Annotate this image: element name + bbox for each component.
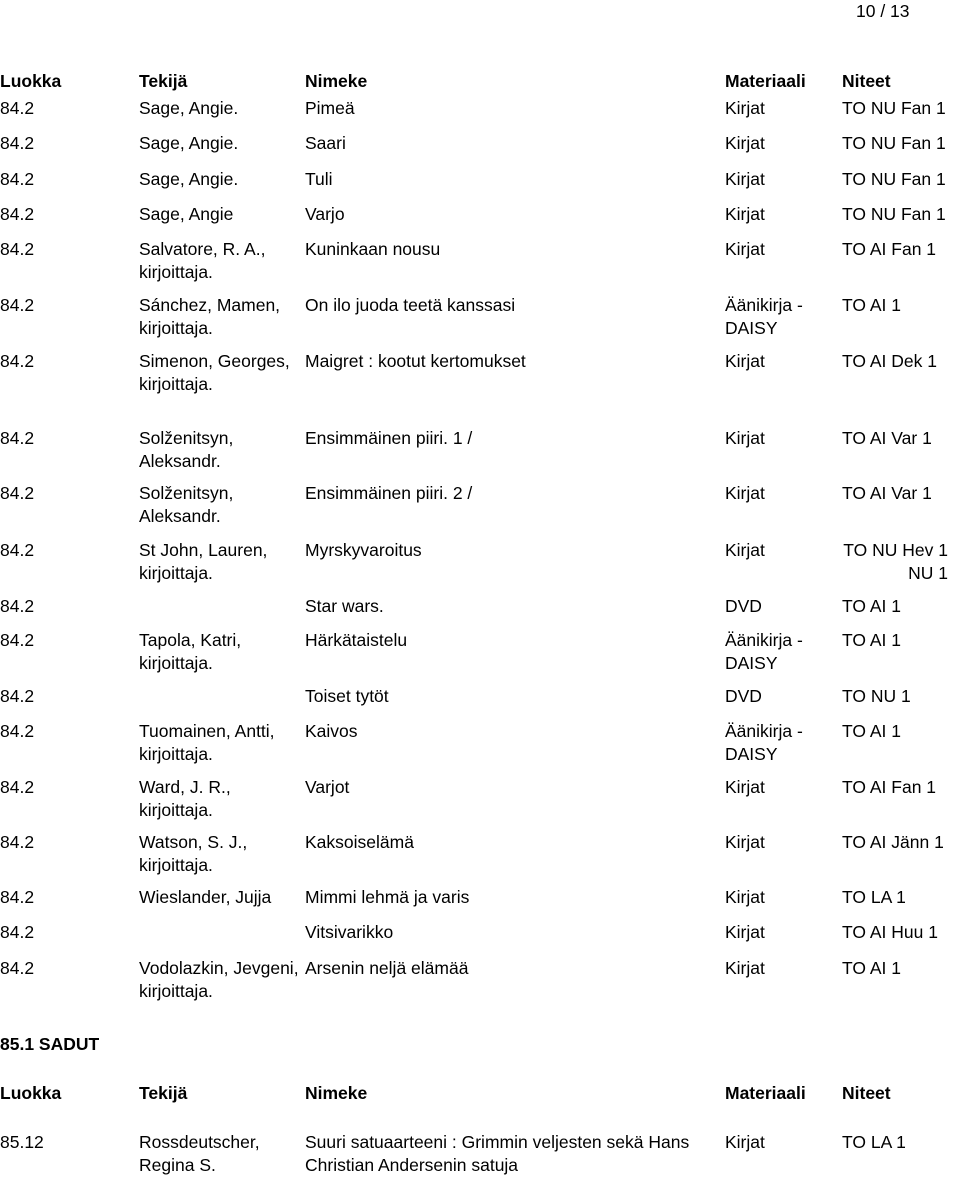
- cell-nimeke: Maigret : kootut kertomukset: [305, 351, 526, 371]
- cell-tekija: Rossdeutscher, Regina S.: [139, 1132, 260, 1175]
- cell-materiaali: Kirjat: [725, 169, 765, 189]
- table-row: [0, 629, 960, 675]
- table-header: [0, 70, 960, 93]
- col-header-luokka: Luokka: [0, 71, 62, 91]
- cell-nimeke: Pimeä: [305, 98, 355, 118]
- cell-luokka: 84.2: [0, 596, 35, 616]
- cell-materiaali: DVD: [725, 686, 762, 706]
- cell-nimeke: Kaksoiselämä: [305, 832, 414, 852]
- cell-luokka: 84.2: [0, 958, 35, 978]
- table-header: [0, 1082, 960, 1105]
- cell-niteet: TO NU Fan 1: [842, 98, 946, 118]
- cell-nimeke: Arsenin neljä elämää: [305, 958, 469, 978]
- cell-luokka: 84.2: [0, 721, 35, 741]
- cell-materiaali: Äänikirja - DAISY: [725, 721, 803, 764]
- cell-nimeke: Varjot: [305, 777, 350, 797]
- cell-materiaali: Kirjat: [725, 204, 765, 224]
- cell-nimeke: Suuri satuaarteeni : Grimmin veljesten sekä Hans Christian Andersenin satuja: [305, 1132, 690, 1175]
- cell-niteet: TO NU 1: [842, 686, 911, 706]
- cell-niteet: TO AI Fan 1: [842, 239, 937, 259]
- cell-luokka: 84.2: [0, 133, 35, 153]
- cell-niteet: TO AI 1: [842, 295, 902, 315]
- table-row: [0, 427, 960, 473]
- cell-nimeke: Ensimmäinen piiri. 2 /: [305, 483, 473, 503]
- cell-nimeke: Mimmi lehmä ja varis: [305, 887, 470, 907]
- cell-nimeke: Vitsivarikko: [305, 922, 394, 942]
- table-row: [0, 595, 960, 618]
- cell-materiaali: Äänikirja - DAISY: [725, 295, 803, 338]
- cell-niteet: TO LA 1: [842, 887, 906, 907]
- table-row: [0, 539, 960, 585]
- cell-tekija: Sage, Angie.: [139, 98, 239, 118]
- cell-materiaali: Kirjat: [725, 483, 765, 503]
- cell-nimeke: Härkätaistelu: [305, 630, 408, 650]
- table-row: [0, 776, 960, 822]
- cell-tekija: St John, Lauren, kirjoittaja.: [139, 540, 268, 583]
- col-header-luokka: Luokka: [0, 1083, 62, 1103]
- cell-tekija: [139, 595, 305, 618]
- cell-materiaali: Kirjat: [725, 958, 765, 978]
- cell-tekija: Sage, Angie.: [139, 169, 239, 189]
- table-row: [0, 168, 960, 191]
- cell-niteet: TO AI Fan 1: [842, 777, 937, 797]
- cell-materiaali: Kirjat: [725, 428, 765, 448]
- table-row: [0, 132, 960, 155]
- cell-luokka: 84.2: [0, 239, 35, 259]
- cell-niteet: TO NU Fan 1: [842, 204, 946, 224]
- col-header-tekija: Tekijä: [139, 71, 188, 91]
- cell-niteet: TO NU Hev 1 NU 1: [843, 540, 948, 583]
- cell-niteet: TO AI 1: [842, 596, 902, 616]
- cell-tekija: Simenon, Georges, kirjoittaja.: [139, 351, 290, 394]
- cell-materiaali: DVD: [725, 596, 762, 616]
- cell-tekija: Wieslander, Jujja: [139, 887, 272, 907]
- table-row: [0, 720, 960, 766]
- cell-luokka: 84.2: [0, 832, 35, 852]
- col-header-niteet: Niteet: [842, 1083, 891, 1103]
- cell-tekija: Sage, Angie: [139, 204, 234, 224]
- cell-luokka: 84.2: [0, 295, 35, 315]
- section-title: 85.1 SADUT: [0, 1034, 100, 1054]
- table-row: [0, 957, 960, 1003]
- cell-tekija: [139, 921, 305, 944]
- cell-luokka: 85.12: [0, 1132, 44, 1152]
- cell-luokka: 84.2: [0, 887, 35, 907]
- table-row: [0, 685, 960, 708]
- cell-tekija: Vodolazkin, Jevgeni, kirjoittaja.: [139, 958, 299, 1001]
- cell-materiaali: Kirjat: [725, 98, 765, 118]
- cell-niteet: TO LA 1: [842, 1132, 906, 1152]
- cell-nimeke: Ensimmäinen piiri. 1 /: [305, 428, 473, 448]
- cell-niteet: TO NU Fan 1: [842, 169, 946, 189]
- cell-materiaali: Kirjat: [725, 832, 765, 852]
- cell-materiaali: Kirjat: [725, 540, 765, 560]
- cell-luokka: 84.2: [0, 351, 35, 371]
- cell-materiaali: Kirjat: [725, 351, 765, 371]
- table-row: [0, 482, 960, 528]
- cell-niteet: TO AI Dek 1: [842, 351, 937, 371]
- cell-niteet: TO AI 1: [842, 721, 902, 741]
- cell-niteet: TO AI 1: [842, 630, 902, 650]
- cell-materiaali: Kirjat: [725, 777, 765, 797]
- cell-nimeke: Toiset tytöt: [305, 686, 389, 706]
- cell-nimeke: Star wars.: [305, 596, 384, 616]
- col-header-materiaali: Materiaali: [725, 1083, 806, 1103]
- cell-niteet: TO AI Var 1: [842, 483, 932, 503]
- page-number: 10 / 13: [856, 1, 910, 21]
- table-row: [0, 294, 960, 340]
- cell-tekija: Sage, Angie.: [139, 133, 239, 153]
- cell-luokka: 84.2: [0, 204, 35, 224]
- cell-nimeke: Kuninkaan nousu: [305, 239, 441, 259]
- cell-materiaali: Kirjat: [725, 922, 765, 942]
- cell-materiaali: Kirjat: [725, 887, 765, 907]
- cell-nimeke: Myrskyvaroitus: [305, 540, 422, 560]
- cell-tekija: Watson, S. J., kirjoittaja.: [139, 832, 248, 875]
- cell-materiaali: Kirjat: [725, 1132, 765, 1152]
- table-row: [0, 97, 960, 120]
- table-row: [0, 1131, 960, 1177]
- col-header-niteet: Niteet: [842, 71, 891, 91]
- col-header-materiaali: Materiaali: [725, 71, 806, 91]
- cell-nimeke: Kaivos: [305, 721, 358, 741]
- cell-luokka: 84.2: [0, 428, 35, 448]
- cell-luokka: 84.2: [0, 630, 35, 650]
- cell-nimeke: Saari: [305, 133, 346, 153]
- cell-nimeke: On ilo juoda teetä kanssasi: [305, 295, 516, 315]
- cell-luokka: 84.2: [0, 169, 35, 189]
- cell-luokka: 84.2: [0, 686, 35, 706]
- cell-tekija: Salvatore, R. A., kirjoittaja.: [139, 239, 266, 282]
- cell-materiaali: Äänikirja - DAISY: [725, 630, 803, 673]
- table-row: [0, 238, 960, 284]
- col-header-nimeke: Nimeke: [305, 71, 368, 91]
- cell-luokka: 84.2: [0, 777, 35, 797]
- cell-niteet: TO AI Huu 1: [842, 922, 938, 942]
- cell-luokka: 84.2: [0, 483, 35, 503]
- cell-niteet: TO AI Jänn 1: [842, 832, 944, 852]
- cell-tekija: Ward, J. R., kirjoittaja.: [139, 777, 231, 820]
- cell-tekija: Tuomainen, Antti, kirjoittaja.: [139, 721, 275, 764]
- cell-nimeke: Varjo: [305, 204, 345, 224]
- cell-materiaali: Kirjat: [725, 239, 765, 259]
- table-row: [0, 886, 960, 909]
- table-row: [0, 203, 960, 226]
- cell-luokka: 84.2: [0, 98, 35, 118]
- cell-niteet: TO NU Fan 1: [842, 133, 946, 153]
- table-row: [0, 831, 960, 877]
- cell-luokka: 84.2: [0, 540, 35, 560]
- cell-tekija: Sánchez, Mamen, kirjoittaja.: [139, 295, 281, 338]
- cell-tekija: Solženitsyn, Aleksandr.: [139, 428, 234, 471]
- cell-luokka: 84.2: [0, 922, 35, 942]
- cell-niteet: TO AI Var 1: [842, 428, 932, 448]
- col-header-tekija: Tekijä: [139, 1083, 188, 1103]
- col-header-nimeke: Nimeke: [305, 1083, 368, 1103]
- table-row: [0, 921, 960, 944]
- cell-tekija: [139, 685, 305, 708]
- cell-tekija: Solženitsyn, Aleksandr.: [139, 483, 234, 526]
- cell-materiaali: Kirjat: [725, 133, 765, 153]
- cell-tekija: Tapola, Katri, kirjoittaja.: [139, 630, 242, 673]
- cell-nimeke: Tuli: [305, 169, 333, 189]
- table-row: [0, 350, 960, 396]
- cell-niteet: TO AI 1: [842, 958, 902, 978]
